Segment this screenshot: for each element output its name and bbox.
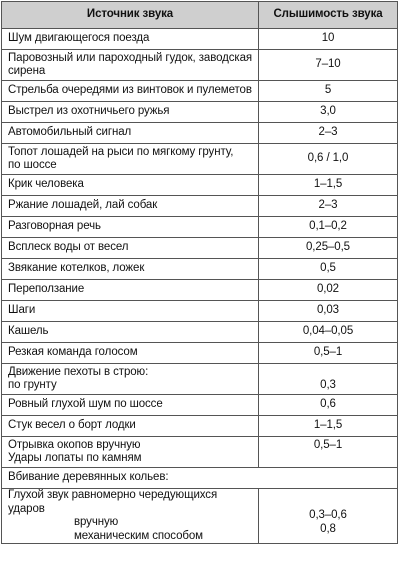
value-text: 0,3 [320,379,336,391]
value-text [265,452,391,466]
source-cell [2,322,259,343]
value-cell [259,343,398,364]
value-text: 7–10 [315,58,341,71]
source-cell [2,238,259,259]
source-cell [2,259,259,280]
value-text: 2–3 [318,199,338,212]
table-row [2,280,398,301]
source-text: Ровный глухой шум по шоссе [8,398,163,411]
table-row [2,301,398,322]
source-text: Звякание котелков, ложек [8,262,145,275]
table-row [2,144,398,175]
source-text: Разговорная речь [8,220,101,233]
source-text: Топот лошадей на рыси по мягкому грунту, [8,145,234,158]
source-cell [2,50,259,81]
value-text: 0,1–0,2 [309,220,347,233]
table-row [2,395,398,416]
source-text: вручную [74,516,119,528]
value-text: 0,3–0,6 [309,509,347,522]
value-cell [259,301,398,322]
value-text [265,496,391,510]
value-cell [259,416,398,437]
source-cell [2,280,259,301]
value-text: 0,25–0,5 [306,241,350,254]
source-cell [2,175,259,196]
value-text: 0,8 [320,522,336,535]
value-cell [259,238,398,259]
value-text: 0,5 [320,262,336,275]
source-cell [2,489,259,544]
value-cell [259,395,398,416]
table-row [2,50,398,81]
source-text: Выстрел из охотничьего ружья [8,105,170,118]
table-row [2,81,398,102]
value-cell [259,489,398,544]
source-cell [2,102,259,123]
source-text: Стук весел о борт лодки [8,419,136,432]
value-text: 0,6 [320,398,336,411]
source-cell [2,123,259,144]
table-row [2,416,398,437]
value-text: 0,6 / 1,0 [307,152,349,165]
source-text: Кашель [8,325,49,338]
value-cell [259,144,398,175]
source-text: сирена [8,65,46,77]
source-text: Удары лопаты по камням [8,452,142,464]
value-text: 0,5–1 [313,438,343,451]
value-text [265,366,391,380]
source-cell [2,217,259,238]
table-row [2,175,398,196]
sound-audibility-table-wrapper [1,1,397,544]
table-row [2,102,398,123]
source-cell [2,301,259,322]
header-source: Источник звука [2,2,259,29]
source-text: механическим способом [74,529,203,542]
value-cell [259,29,398,50]
source-cell [2,81,259,102]
value-text: 10 [321,32,335,45]
table-row [2,322,398,343]
source-cell [2,196,259,217]
table-row [2,123,398,144]
value-text: 2–3 [318,126,338,139]
value-cell [259,50,398,81]
source-cell [2,144,259,175]
source-cell [2,416,259,437]
source-cell [2,364,259,395]
source-text: по шоссе [8,159,57,171]
value-text: 0,5–1 [313,346,343,359]
value-text: 0,02 [317,283,339,296]
value-cell [259,102,398,123]
source-cell [2,343,259,364]
sound-audibility-table [1,1,398,544]
header-audibility: Слышимость звука [259,2,398,29]
table-row [2,29,398,50]
table-row [2,196,398,217]
table-row [2,364,398,395]
source-text: Крик человека [8,178,84,191]
source-text: Ржание лошадей, лай собак [8,199,158,212]
value-text: 1–1,5 [313,178,343,191]
source-text: Всплеск воды от весел [8,241,129,254]
value-text: 5 [324,84,332,97]
source-text: Шаги [8,304,36,317]
source-text: Переползание [8,283,85,296]
source-cell [2,29,259,50]
value-cell [259,196,398,217]
source-text: Стрельба очередями из винтовок и пулеметов [8,84,252,97]
source-cell [2,395,259,416]
value-cell [259,364,398,395]
source-text: Автомобильный сигнал [8,126,132,139]
table-row [2,343,398,364]
source-text: Глухой звук равномерно чередующихся ударов [8,489,218,515]
value-text: 0,04–0,05 [302,325,354,338]
source-text: Шум двигающегося поезда [8,32,150,45]
value-cell [259,175,398,196]
value-cell [259,217,398,238]
source-text: по грунту [8,379,57,391]
header-row [2,2,398,29]
table-row [2,238,398,259]
table-row [2,489,398,544]
table-section-row [2,468,398,489]
value-text: 1–1,5 [313,419,343,432]
value-cell [259,123,398,144]
section-cell [2,468,398,489]
value-cell [259,280,398,301]
table-row [2,259,398,280]
section-text: Вбивание деревянных кольев: [8,471,169,484]
value-cell [259,437,398,468]
source-text: Отрывка окопов вручную [8,438,141,451]
value-cell [259,259,398,280]
source-text: Резкая команда голосом [8,346,138,359]
source-text: Движение пехоты в строю: [8,365,149,378]
table-row [2,217,398,238]
value-cell [259,81,398,102]
source-text: Паровозный или пароходный гудок, заводская [8,51,253,64]
table-row [2,437,398,468]
value-cell [259,322,398,343]
source-cell [2,437,259,468]
value-text: 3,0 [320,105,336,118]
value-text: 0,03 [317,304,339,317]
